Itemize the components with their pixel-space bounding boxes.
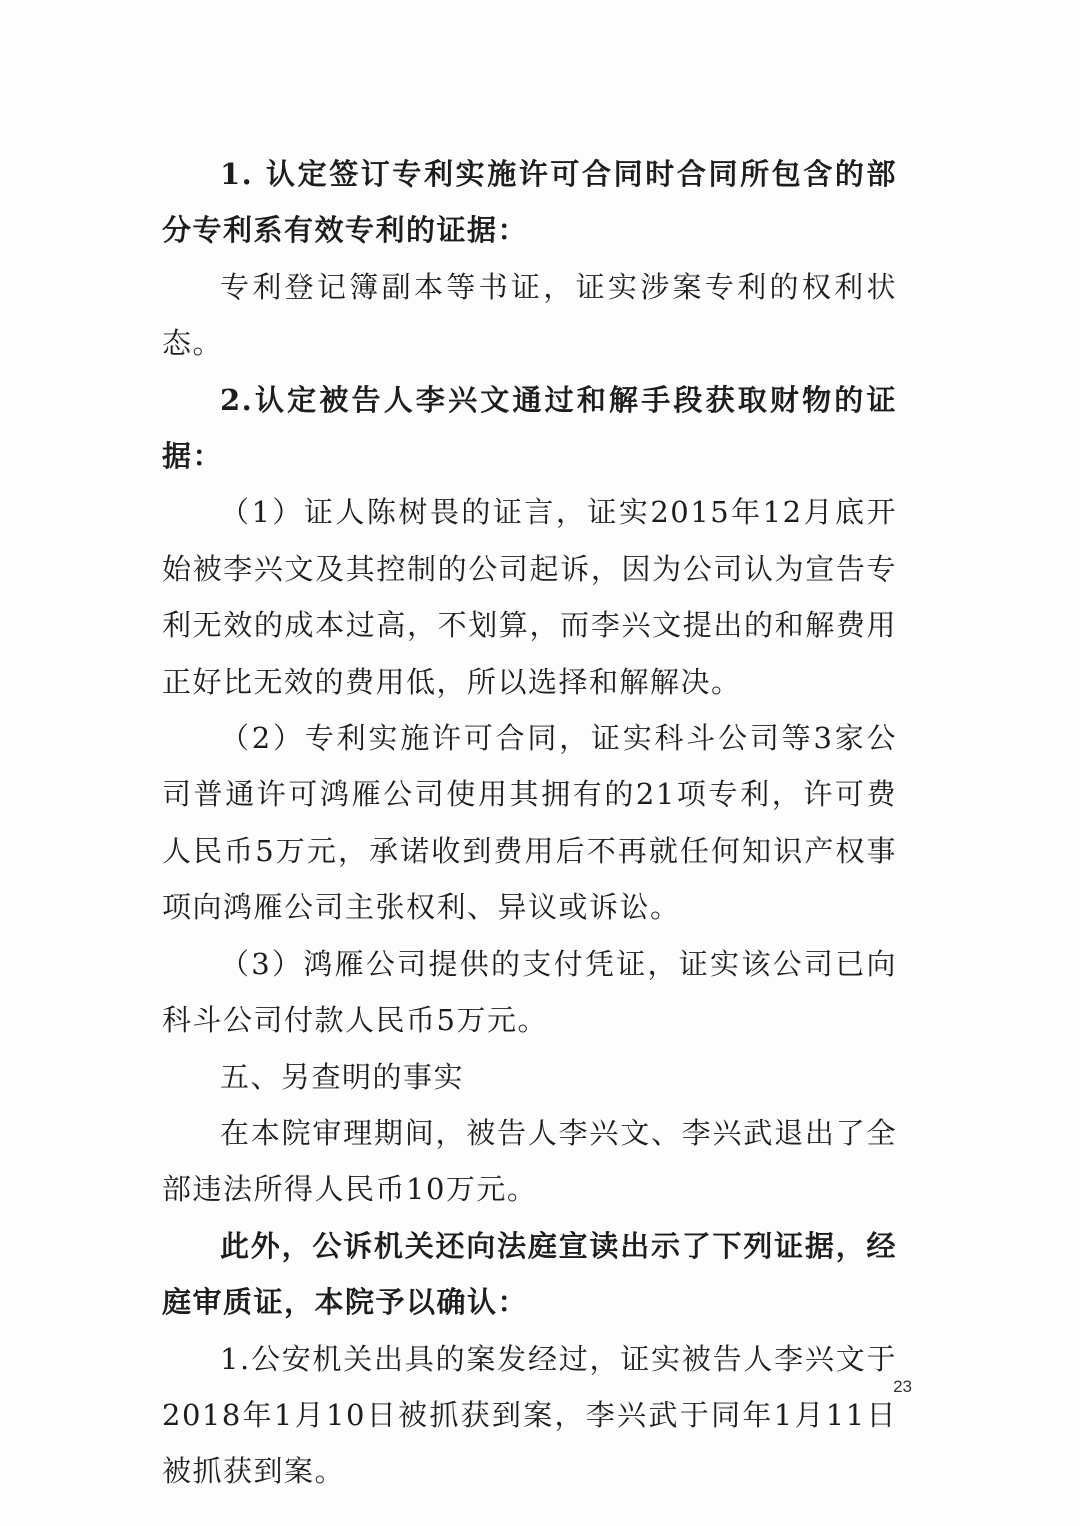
evidence-1-text: 专利登记簿副本等书证，证实涉案专利的权利状态。 <box>162 269 897 361</box>
evidence-2-item-1: （1）证人陈树畏的证言，证实2015年12月底开始被李兴文及其控制的公司起诉，因为公司认为宣告专利无效的成本过高，不划算，而李兴文提出的和解费用正好比无效的费用低，所以选择和解解决。 <box>162 495 897 699</box>
evidence-1-heading: 1. 认定签订专利实施许可合同时合同所包含的部分专利系有效专利的证据： <box>162 157 897 248</box>
evidence-2-heading: 2.认定被告人李兴文通过和解手段获取财物的证据： <box>162 382 897 474</box>
additional-evidence-1: 1.公安机关出具的案发经过，证实被告人李兴文于2018年1月10日被抓获到案，李兴武于同年1月11日被抓获到案。 <box>162 1341 897 1489</box>
additional-evidence-intro: 此外，公诉机关还向法庭宣读出示了下列证据，经庭审质证，本院予以确认： <box>162 1228 897 1320</box>
evidence-2-item-2: （2）专利实施许可合同，证实科斗公司等3家公司普通许可鸿雁公司使用其拥有的21项专利，许可费人民币5万元，承诺收到费用后不再就任何知识产权事项向鸿雁公司主张权利、异议或诉讼。 <box>162 721 897 925</box>
document-body <box>162 146 897 1500</box>
evidence-2-item-3: （3）鸿雁公司提供的支付凭证，证实该公司已向科斗公司付款人民币5万元。 <box>162 946 897 1038</box>
section-5-text: 在本院审理期间，被告人李兴文、李兴武退出了全部违法所得人民币10万元。 <box>162 1115 897 1207</box>
page-number: 23 <box>893 1377 912 1396</box>
section-5-heading: 五、另查明的事实 <box>220 1059 465 1094</box>
